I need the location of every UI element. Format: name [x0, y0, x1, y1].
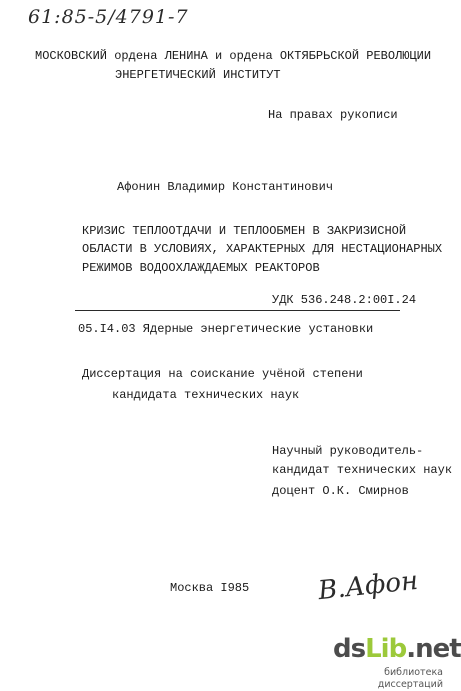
dslib-logo-prefix: ds	[333, 634, 366, 664]
udc-underline	[75, 310, 400, 311]
degree-line-2: кандидата технических наук	[112, 388, 300, 402]
thesis-title-line-1: КРИЗИС ТЕПЛООТДАЧИ И ТЕПЛООБМЕН В ЗАКРИЗИСНОЙ	[82, 224, 407, 238]
place-year: Москва I985	[170, 581, 250, 595]
supervisor-line-3: доцент О.К. Смирнов	[272, 484, 409, 498]
dslib-logo-accent: Lib	[365, 634, 407, 664]
institution-line-1: МОСКОВСКИЙ ордена ЛЕНИНА и ордена ОКТЯБРЬСКОЙ РЕВОЛЮЦИИ	[35, 49, 432, 63]
rights-note: На правах рукописи	[268, 108, 398, 122]
degree-line-1: Диссертация на соискание учёной степени	[82, 367, 363, 381]
archive-number: 61:85-5/4791-7	[28, 6, 189, 28]
author-name: Афонин Владимир Константинович	[117, 180, 334, 194]
specialty-code: 05.I4.03 Ядерные энергетические установки	[78, 322, 374, 336]
dslib-watermark-logo	[333, 634, 461, 690]
thesis-title-line-3: РЕЖИМОВ ВОДООХЛАЖДАЕМЫХ РЕАКТОРОВ	[82, 261, 320, 275]
dslib-logo-text	[333, 634, 461, 664]
dslib-tagline: библиотека диссертаций	[377, 667, 443, 690]
udc-code: УДК 536.248.2:00I.24	[272, 293, 417, 307]
signature: В.Афон	[316, 565, 420, 607]
thesis-title-line-2: ОБЛАСТИ В УСЛОВИЯХ, ХАРАКТЕРНЫХ ДЛЯ НЕСТАЦИОНАРНЫХ	[82, 242, 443, 256]
supervisor-line-1: Научный руководитель-	[272, 444, 424, 458]
institution-line-2: ЭНЕРГЕТИЧЕСКИЙ ИНСТИТУТ	[115, 68, 281, 82]
supervisor-line-2: кандидат технических наук	[272, 463, 453, 477]
dslib-logo-suffix: .net	[406, 634, 461, 664]
